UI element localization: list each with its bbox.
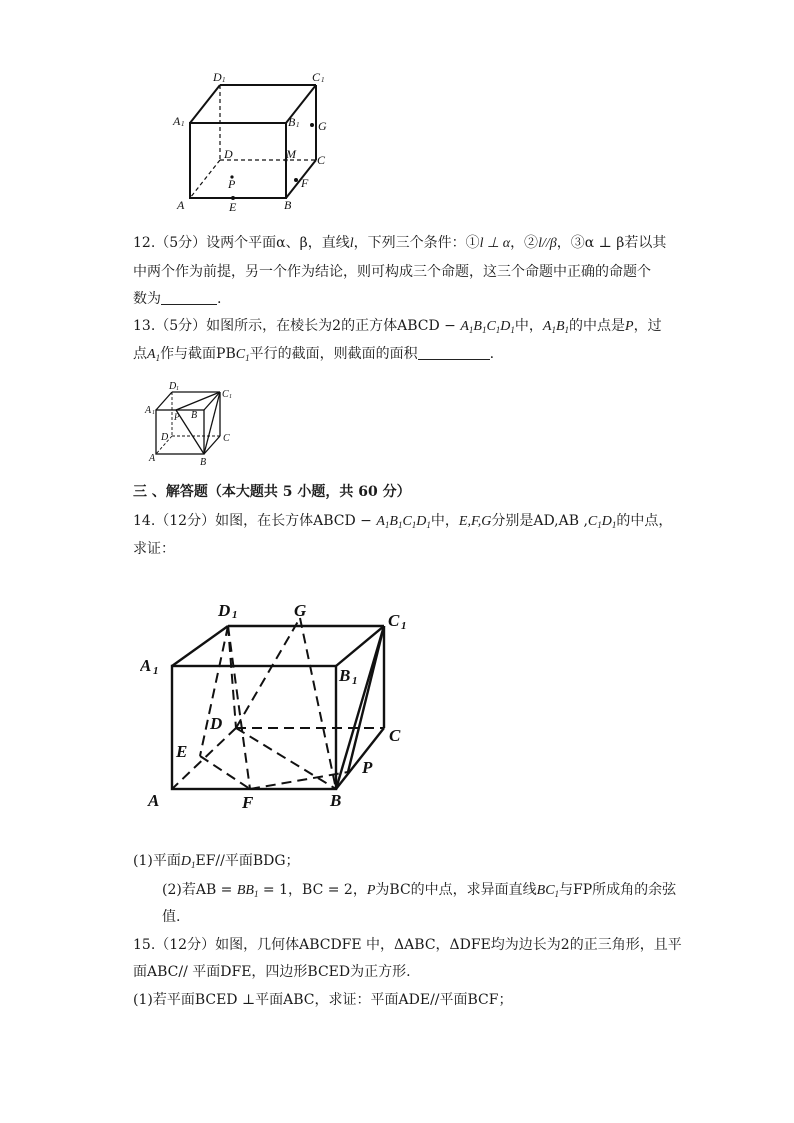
sub: 1 [181,120,185,128]
sub: 1 [296,121,300,129]
q15-line-2: 面ABC// 平面DFE，四边形BCED为正方形. [133,964,411,980]
sub: 1 [321,76,325,84]
q13-text: 作与截面PB [160,346,236,362]
q14-text: EF//平面BDG； [195,853,300,869]
q14-part-2-cont: 值. [162,909,181,925]
label-D: D [161,432,169,443]
label-D1: D [213,70,222,84]
label-A: A [177,198,185,212]
q14-text: (2)若AB = [162,882,237,898]
q12-text: ，下列三个条件：① [353,235,480,251]
q12-text: 12.（5分）设两个平面α、β，直线 [133,235,350,251]
label-C: C [389,726,401,745]
q12-answer-blank[interactable] [161,290,217,305]
q14-text: 中， [430,513,459,529]
svg-text:1: 1 [176,386,179,392]
svg-text:1: 1 [232,609,238,621]
sub: 1 [222,76,226,84]
section-3-heading: 三 、解答题（本大题共 5 小题，共 60 分） [133,484,411,500]
q14-text: 与FP所成角的余弦 [559,882,677,898]
label-A1: A [140,656,152,675]
q12-line-3 [133,289,733,309]
q15-line-3: (1)若平面BCED ⊥平面ABC，求证：平面ADE//平面BCF； [133,992,513,1008]
q14-line-2: 求证： [133,541,175,557]
q14-text: 的中点， [616,513,673,529]
label-G: G [294,601,307,620]
label-P: P [362,758,373,777]
label-M: M [286,147,296,161]
q14-text: 14.（12分）如图，在长方体ABCD − [133,513,372,529]
label-F: F [301,176,309,190]
label-C1: C [312,70,321,84]
q13-answer-blank[interactable] [418,345,490,360]
q12-line-1 [133,233,733,254]
label-F: F [242,793,254,812]
svg-text:1: 1 [401,620,407,632]
cube-figure-1 [170,68,350,218]
q13-text: ，过 [633,318,662,334]
q14-text: 分别是AD,AB , [491,513,588,529]
label-B1: B [191,410,198,421]
label-C: C [223,433,230,444]
q14-part-1: (1)平面$D_1EF//$平面BDG； [133,853,300,870]
label-P: P [228,177,236,191]
q13-text: 点 [133,346,147,362]
svg-text:1: 1 [153,665,159,677]
q13-point-p: P [625,319,634,334]
q14-part-2: (2)若AB = $BB_1 = 1$，BC = 2，P为BC的中点，求异面直线$BC_1$与FP所成角的余弦 [162,882,677,899]
label-E: E [229,200,237,214]
q12-line-l: l [349,236,354,251]
q14-text: (1)平面 [133,853,181,869]
label-D: D [224,147,233,161]
q14-line-1: 14.（12分）如图，在长方体ABCD − $A_1B_1C_1D_1$中，E,F,G分别是AD,AB $,C_1D_1$的中点， [133,513,673,530]
label-E: E [176,742,188,761]
label-C1: C [388,611,400,630]
q12-cond-1: l ⊥ α [479,236,511,251]
q13-text: 13.（5分）如图所示，在棱长为2的正方体ABCD − [133,318,456,334]
q12-line-2: 中两个作为前提，另一个作为结论，则可构成三个命题，这三个命题中正确的命题个 [133,264,651,280]
label-A: A [149,453,156,464]
q13-text: 平行的截面，则截面的面积 [249,346,418,362]
label-B: B [330,791,342,810]
label-D1: D [218,601,231,620]
q13-line-2: 点$A_1$作与截面$PBC_1$平行的截面，则截面的面积 . [133,346,495,363]
svg-text:1: 1 [352,675,358,687]
label-C1: C [222,389,229,400]
q13-text: 中， [514,318,543,334]
svg-text:1: 1 [229,394,232,400]
q12-text: 数为 [133,291,161,307]
label-G: G [318,119,327,133]
label-D: D [210,714,223,733]
label-B: B [200,457,207,468]
label-A1: A [145,405,152,416]
q14-points-efg: E,F,G [458,514,492,529]
q15-line-1: 15.（12分）如图，几何体ABCDFE 中，ΔABC，ΔDFE均为边长为2的正三角形，且平 [133,937,682,953]
q12-text: ，③α ⊥ β若以其 [556,235,667,251]
q13-text: . [489,346,495,362]
label-A1: A [173,114,181,128]
q13-line-1: 13.（5分）如图所示，在棱长为2的正方体ABCD − $A_1B_1C_1D_1$中，$A_1B_1$的中点是P，过 [133,318,662,335]
label-B: B [284,198,292,212]
q14-text: = 1，BC = 2， [258,882,367,898]
label-A: A [148,791,160,810]
label-D1: D [169,381,177,392]
q12-cond-2: l//β [538,236,557,251]
q14-text: 为BC的中点，求异面直线 [375,882,537,898]
q12-text: . [217,291,222,307]
label-B1: B [339,666,351,685]
q13-text: 的中点是 [569,318,626,334]
cuboid-figure-3 [140,598,430,816]
svg-text:1: 1 [152,410,155,416]
label-B1: B [288,115,296,129]
q12-text: ，② [510,235,539,251]
label-P: P [174,412,180,422]
cube-figure-2 [140,378,250,470]
label-C: C [317,153,326,167]
